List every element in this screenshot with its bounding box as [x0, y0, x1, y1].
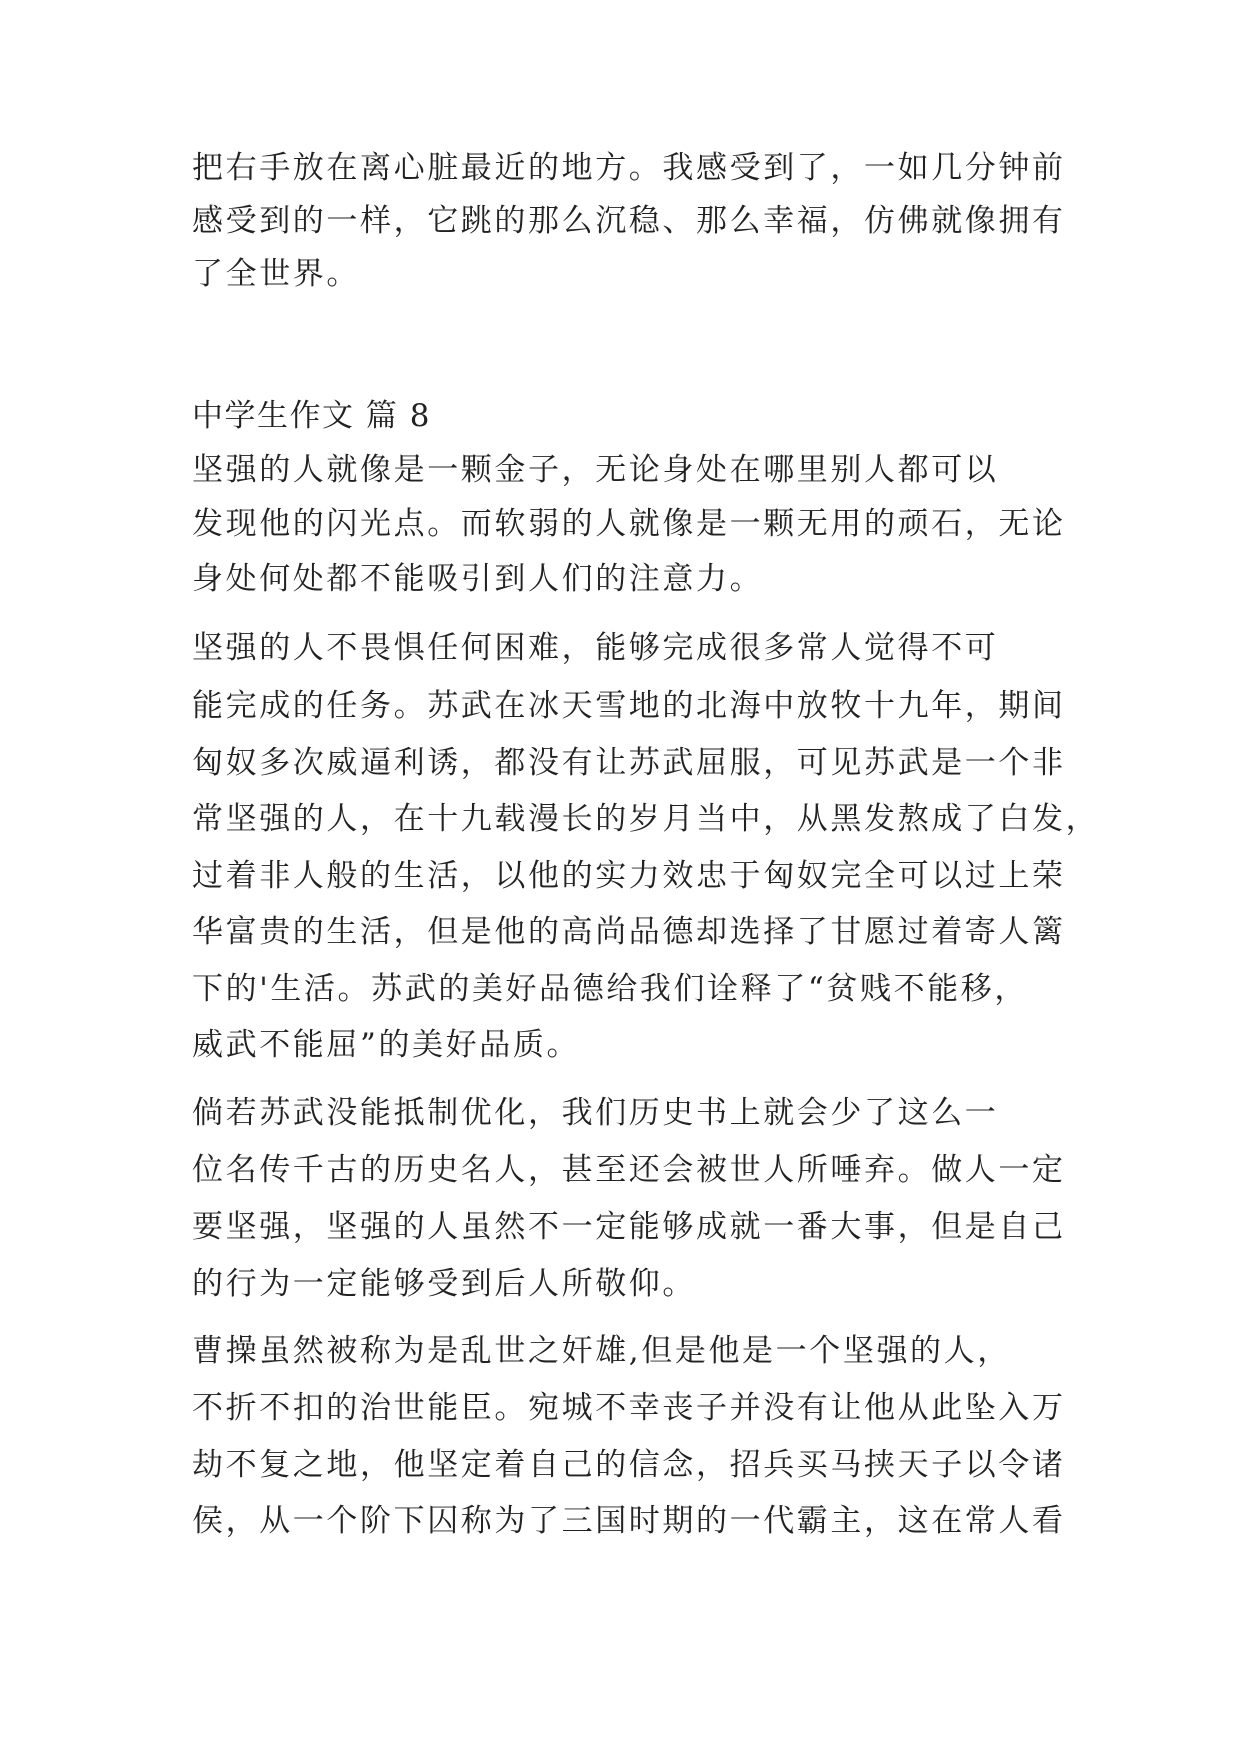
text-line: 劫不复之地，他坚定着自己的信念，招兵买马挟天子以令诸 — [192, 1447, 1066, 1483]
text-line: 要坚强，坚强的人虽然不一定能够成就一番大事，但是自己 — [192, 1209, 1066, 1245]
text-line: 位名传千古的历史名人，甚至还会被世人所唾弃。做人一定 — [192, 1152, 1066, 1188]
text-line: 倘若苏武没能抵制优化，我们历史书上就会少了这么一 — [192, 1095, 999, 1131]
section-title: 中学生作文 篇 8 — [192, 398, 431, 434]
text-line: 的行为一定能够受到后人所敬仰。 — [192, 1266, 696, 1302]
text-line: 威武不能屈”的美好品质。 — [192, 1027, 581, 1063]
text-line: 下的'生活。苏武的美好品德给我们诠释了“贫贱不能移， — [192, 971, 1028, 1007]
text-line: 曹操虽然被称为是乱世之奸雄,但是他是一个坚强的人， — [192, 1333, 1011, 1369]
text-line: 常坚强的人，在十九载漫长的岁月当中，从黑发熬成了白发， — [192, 801, 1100, 837]
text-line: 过着非人般的生活，以他的实力效忠于匈奴完全可以过上荣 — [192, 858, 1066, 894]
text-line: 了全世界。 — [192, 256, 360, 292]
text-line: 侯，从一个阶下囚称为了三国时期的一代霸主，这在常人看 — [192, 1503, 1066, 1539]
text-line: 匈奴多次威逼利诱，都没有让苏武屈服，可见苏武是一个非 — [192, 745, 1066, 781]
text-line: 坚强的人不畏惧任何困难，能够完成很多常人觉得不可 — [192, 630, 999, 666]
text-line: 感受到的一样，它跳的那么沉稳、那么幸福，仿佛就像拥有 — [192, 203, 1066, 239]
text-line: 不折不扣的治世能臣。宛城不幸丧子并没有让他从此坠入万 — [192, 1390, 1066, 1426]
text-line: 华富贵的生活，但是他的高尚品德却选择了甘愿过着寄人篱 — [192, 914, 1066, 950]
text-line: 把右手放在离心脏最近的地方。我感受到了，一如几分钟前 — [192, 150, 1066, 186]
text-line: 身处何处都不能吸引到人们的注意力。 — [192, 561, 764, 597]
text-line: 坚强的人就像是一颗金子，无论身处在哪里别人都可以 — [192, 452, 999, 488]
text-line: 能完成的任务。苏武在冰天雪地的北海中放牧十九年，期间 — [192, 688, 1066, 724]
text-line: 发现他的闪光点。而软弱的人就像是一颗无用的顽石，无论 — [192, 506, 1066, 542]
